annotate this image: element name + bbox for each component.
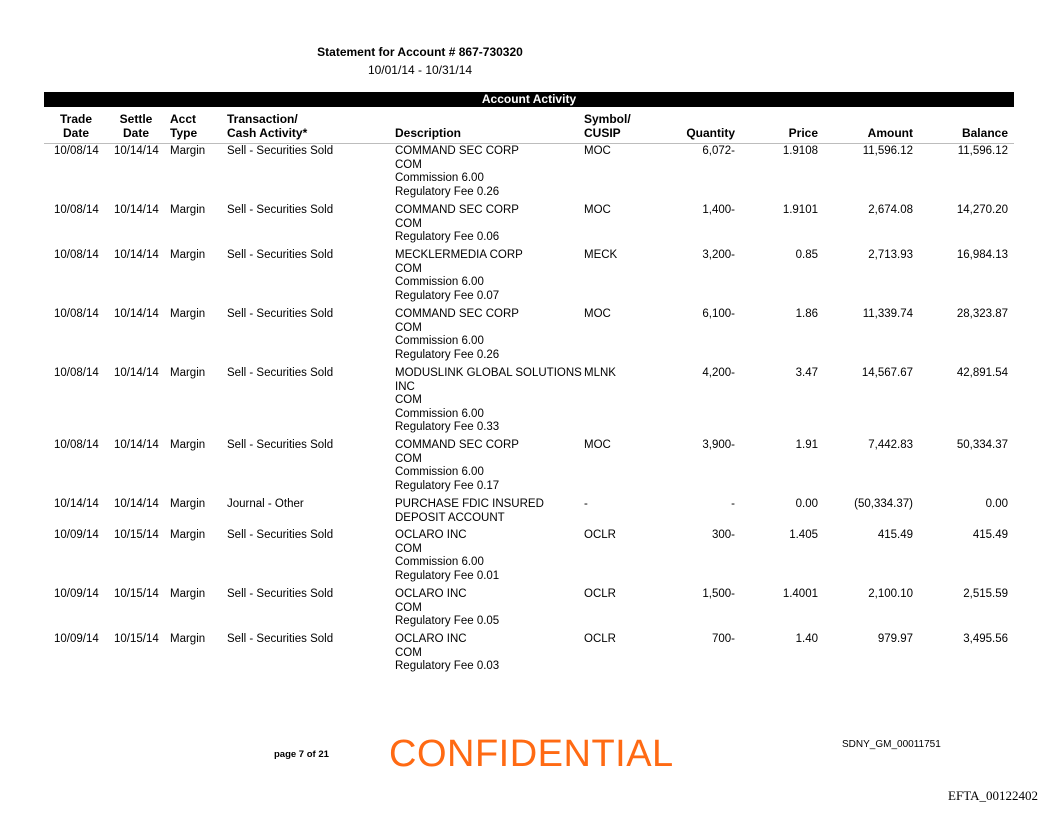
cell-transaction: Sell - Securities Sold bbox=[227, 588, 334, 600]
col-header-acct-type-line1: Acct bbox=[170, 112, 197, 126]
col-header-trade-date bbox=[60, 112, 92, 140]
cell-acct-type: Margin bbox=[170, 249, 206, 261]
cell-description-line: Regulatory Fee 0.33 bbox=[395, 421, 500, 434]
cell-description-line: COM bbox=[395, 542, 422, 555]
cell-description-line: Commission 6.00 bbox=[395, 276, 484, 289]
cell-quantity: 3,200- bbox=[702, 249, 735, 261]
cell-transaction: Journal - Other bbox=[227, 498, 304, 510]
cell-description-line: OCLARO INC bbox=[395, 529, 467, 541]
cell-trade-date: 10/08/14 bbox=[54, 439, 99, 451]
cell-amount: 11,596.12 bbox=[862, 145, 913, 157]
cell-transaction: Sell - Securities Sold bbox=[227, 249, 334, 261]
cell-description-line: Regulatory Fee 0.07 bbox=[395, 289, 500, 302]
cell-settle-date: 10/14/14 bbox=[114, 439, 159, 451]
col-header-amount: Amount bbox=[867, 126, 913, 140]
cell-description-line: Commission 6.00 bbox=[395, 466, 484, 479]
cell-price: 1.91 bbox=[795, 439, 818, 451]
col-header-quantity: Quantity bbox=[686, 126, 735, 140]
cell-settle-date: 10/14/14 bbox=[114, 308, 159, 320]
cell-trade-date: 10/09/14 bbox=[54, 633, 99, 645]
cell-description-line: COMMAND SEC CORP bbox=[395, 204, 519, 216]
cell-acct-type: Margin bbox=[170, 145, 206, 157]
cell-trade-date: 10/09/14 bbox=[54, 529, 99, 541]
cell-balance: 0.00 bbox=[985, 498, 1008, 510]
cell-description-line: COM bbox=[395, 158, 422, 171]
cell-symbol: - bbox=[584, 498, 588, 510]
cell-settle-date: 10/14/14 bbox=[114, 249, 159, 261]
cell-description-line: Commission 6.00 bbox=[395, 335, 484, 348]
cell-amount: 14,567.67 bbox=[861, 367, 913, 379]
cell-balance: 14,270.20 bbox=[956, 204, 1008, 216]
cell-symbol: OCLR bbox=[584, 529, 616, 541]
col-header-settle-date-line1: Settle bbox=[119, 112, 153, 126]
cell-acct-type: Margin bbox=[170, 498, 206, 510]
cell-amount: 415.49 bbox=[877, 529, 913, 541]
page-number: page 7 of 21 bbox=[274, 749, 329, 760]
cell-description-line: Regulatory Fee 0.05 bbox=[395, 615, 500, 628]
cell-acct-type: Margin bbox=[170, 439, 206, 451]
col-header-symbol-line2: CUSIP bbox=[584, 126, 621, 140]
cell-description-line: Commission 6.00 bbox=[395, 556, 484, 569]
cell-quantity: 3,900- bbox=[702, 439, 735, 451]
col-header-description: Description bbox=[395, 126, 462, 140]
cell-description-line: PURCHASE FDIC INSURED bbox=[395, 498, 544, 510]
cell-price: 1.40 bbox=[795, 633, 818, 645]
header-rule bbox=[44, 143, 1014, 144]
cell-acct-type: Margin bbox=[170, 633, 206, 645]
cell-balance: 42,891.54 bbox=[956, 367, 1008, 379]
cell-transaction: Sell - Securities Sold bbox=[227, 633, 334, 645]
cell-description-line: COM bbox=[395, 601, 422, 614]
cell-amount: 2,100.10 bbox=[868, 588, 913, 600]
cell-amount: 979.97 bbox=[877, 633, 913, 645]
cell-description-line: Regulatory Fee 0.03 bbox=[395, 660, 500, 673]
cell-settle-date: 10/14/14 bbox=[114, 145, 159, 157]
cell-acct-type: Margin bbox=[170, 367, 206, 379]
cell-trade-date: 10/08/14 bbox=[54, 145, 99, 157]
cell-acct-type: Margin bbox=[170, 308, 206, 320]
cell-trade-date: 10/08/14 bbox=[54, 308, 99, 320]
cell-description-line: COM bbox=[395, 452, 422, 465]
bates-number: SDNY_GM_00011751 bbox=[842, 739, 941, 750]
cell-price: 0.00 bbox=[795, 498, 818, 510]
cell-description-line: OCLARO INC bbox=[395, 588, 467, 600]
cell-trade-date: 10/08/14 bbox=[54, 204, 99, 216]
cell-price: 1.9101 bbox=[782, 204, 818, 216]
cell-amount: (50,334.37) bbox=[854, 498, 913, 510]
col-header-transaction-line1: Transaction/ bbox=[227, 112, 298, 126]
cell-quantity: 1,500- bbox=[702, 588, 735, 600]
cell-quantity: 6,072- bbox=[702, 145, 735, 157]
cell-amount: 7,442.83 bbox=[868, 439, 913, 451]
cell-description-line: COM bbox=[395, 262, 422, 275]
col-header-transaction bbox=[227, 112, 307, 140]
cell-price: 1.4001 bbox=[782, 588, 818, 600]
cell-price: 1.86 bbox=[795, 308, 818, 320]
statement-title: Statement for Account # 867-730320 bbox=[317, 45, 523, 59]
cell-description-line: COMMAND SEC CORP bbox=[395, 145, 519, 157]
cell-description-line: COM bbox=[395, 321, 422, 334]
col-header-settle-date bbox=[116, 112, 156, 140]
cell-transaction: Sell - Securities Sold bbox=[227, 145, 334, 157]
cell-description-line: COM bbox=[395, 646, 422, 659]
cell-amount: 11,339.74 bbox=[862, 308, 913, 320]
cell-transaction: Sell - Securities Sold bbox=[227, 367, 334, 379]
cell-price: 1.9108 bbox=[782, 145, 818, 157]
cell-trade-date: 10/09/14 bbox=[54, 588, 99, 600]
col-header-acct-type-line2: Type bbox=[170, 126, 198, 140]
cell-description-line: COM bbox=[395, 217, 422, 230]
cell-description-line: Regulatory Fee 0.17 bbox=[395, 479, 500, 492]
cell-description-line: OCLARO INC bbox=[395, 633, 467, 645]
cell-symbol: MECK bbox=[584, 249, 618, 261]
cell-description-line: MECKLERMEDIA CORP bbox=[395, 249, 523, 261]
cell-price: 0.85 bbox=[795, 249, 818, 261]
confidential-watermark: CONFIDENTIAL bbox=[389, 733, 674, 775]
cell-description-line: DEPOSIT ACCOUNT bbox=[395, 511, 505, 524]
cell-settle-date: 10/14/14 bbox=[114, 498, 159, 510]
cell-description-line: Regulatory Fee 0.06 bbox=[395, 231, 500, 244]
cell-settle-date: 10/14/14 bbox=[114, 204, 159, 216]
cell-transaction: Sell - Securities Sold bbox=[227, 308, 334, 320]
cell-symbol: MOC bbox=[584, 204, 611, 216]
cell-settle-date: 10/15/14 bbox=[114, 529, 159, 541]
cell-symbol: OCLR bbox=[584, 633, 616, 645]
col-header-trade-date-line1: Trade bbox=[60, 112, 93, 126]
cell-symbol: OCLR bbox=[584, 588, 616, 600]
col-header-price: Price bbox=[788, 126, 818, 140]
cell-balance: 415.49 bbox=[972, 529, 1008, 541]
cell-quantity: 700- bbox=[711, 633, 735, 645]
col-header-settle-date-line2: Date bbox=[122, 126, 149, 140]
statement-date-range: 10/01/14 - 10/31/14 bbox=[367, 63, 473, 77]
cell-transaction: Sell - Securities Sold bbox=[227, 439, 334, 451]
cell-description-line: Regulatory Fee 0.26 bbox=[395, 185, 500, 198]
cell-amount: 2,713.93 bbox=[868, 249, 913, 261]
cell-balance: 3,495.56 bbox=[963, 633, 1008, 645]
efta-number: EFTA_00122402 bbox=[948, 788, 1038, 803]
cell-transaction: Sell - Securities Sold bbox=[227, 529, 334, 541]
cell-balance: 2,515.59 bbox=[963, 588, 1008, 600]
cell-balance: 50,334.37 bbox=[956, 439, 1008, 451]
cell-quantity: - bbox=[731, 498, 735, 510]
cell-symbol: MLNK bbox=[584, 367, 616, 379]
cell-acct-type: Margin bbox=[170, 588, 206, 600]
col-header-balance: Balance bbox=[961, 126, 1008, 140]
cell-balance: 16,984.13 bbox=[956, 249, 1008, 261]
cell-transaction: Sell - Securities Sold bbox=[227, 204, 334, 216]
cell-description-line: COMMAND SEC CORP bbox=[395, 308, 519, 320]
cell-description-line: COM bbox=[395, 394, 422, 407]
col-header-symbol bbox=[584, 112, 631, 140]
cell-description-line: MODUSLINK GLOBAL SOLUTIONS bbox=[395, 367, 582, 379]
cell-description-line: Regulatory Fee 0.01 bbox=[395, 569, 500, 582]
cell-description-line: Commission 6.00 bbox=[395, 172, 484, 185]
cell-quantity: 1,400- bbox=[702, 204, 735, 216]
cell-price: 1.405 bbox=[789, 529, 818, 541]
cell-description-line: INC bbox=[395, 380, 415, 393]
cell-balance: 11,596.12 bbox=[957, 145, 1008, 157]
cell-symbol: MOC bbox=[584, 145, 611, 157]
cell-quantity: 4,200- bbox=[702, 367, 735, 379]
cell-quantity: 300- bbox=[711, 529, 735, 541]
cell-price: 3.47 bbox=[795, 367, 818, 379]
col-header-transaction-line2: Cash Activity* bbox=[227, 126, 308, 140]
cell-amount: 2,674.08 bbox=[868, 204, 913, 216]
cell-acct-type: Margin bbox=[170, 204, 206, 216]
cell-settle-date: 10/14/14 bbox=[114, 367, 159, 379]
cell-acct-type: Margin bbox=[170, 529, 206, 541]
cell-trade-date: 10/14/14 bbox=[54, 498, 99, 510]
section-band-account-activity: Account Activity bbox=[44, 92, 1014, 107]
cell-settle-date: 10/15/14 bbox=[114, 588, 159, 600]
col-header-acct-type bbox=[170, 112, 197, 140]
cell-symbol: MOC bbox=[584, 308, 611, 320]
cell-description-line: COMMAND SEC CORP bbox=[395, 439, 519, 451]
cell-trade-date: 10/08/14 bbox=[54, 367, 99, 379]
col-header-symbol-line1: Symbol/ bbox=[584, 112, 631, 126]
cell-quantity: 6,100- bbox=[702, 308, 735, 320]
cell-balance: 28,323.87 bbox=[956, 308, 1008, 320]
cell-description-line: Commission 6.00 bbox=[395, 407, 484, 420]
col-header-trade-date-line2: Date bbox=[62, 126, 89, 140]
cell-description-line: Regulatory Fee 0.26 bbox=[395, 348, 500, 361]
cell-symbol: MOC bbox=[584, 439, 611, 451]
cell-trade-date: 10/08/14 bbox=[54, 249, 99, 261]
cell-settle-date: 10/15/14 bbox=[114, 633, 159, 645]
